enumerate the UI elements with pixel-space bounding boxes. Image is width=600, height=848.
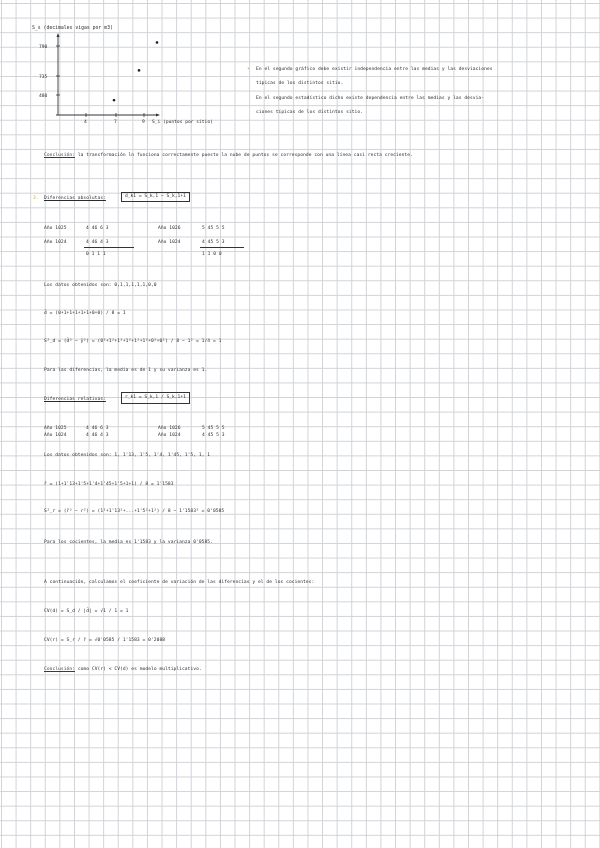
- table-row-values: 5 45 5 5: [202, 226, 225, 231]
- x-tick-label: 4: [84, 120, 87, 125]
- final-conclusion-label: Conclusión:: [44, 667, 75, 672]
- mean-formula: r̄ = (1+1'13+1'5+1'4+1'45+1'5+1+1) / 8 = 1'1583: [44, 482, 174, 487]
- x-tick-label: 7: [114, 120, 117, 125]
- variance-formula: S²_r = (r̄² − r²) = (1²+1'13²+...+1'5²+1²) / 8 − 1'1583² = 0'0585: [44, 509, 225, 514]
- cv-intro: A continuación, calculamos el coeficiente de variación de las diferencias y el de los cocientes:: [44, 580, 315, 585]
- table-row-values: 4 46 4 3: [86, 433, 109, 438]
- note-line: típicas de los distintos sitio.: [256, 81, 344, 86]
- table-row-values: 4 46 6 3: [86, 226, 109, 231]
- cv-formula: CV(d) = S_d / |d̄| = √1 / 1 = 1: [44, 609, 129, 614]
- conclusion-text: la transformación ln funciona correctamente puesto la nube de puntos se corresponde con una línea casi recta creciente.: [77, 153, 413, 158]
- y-tick-label: 480: [39, 94, 48, 99]
- table-row-values: 5 45 5 5: [202, 426, 225, 431]
- note-line: ciones típicas de los distintos sitio.: [256, 110, 363, 115]
- section-conclusion: Para las diferencias, la media es de 1 y su varianza es 1.: [44, 368, 208, 373]
- y-tick-label: 790: [39, 45, 48, 50]
- table-row-label: Año 1025: [44, 226, 67, 231]
- table-row-values: 4 46 6 3: [86, 426, 109, 431]
- data-line: Los datos obtenidos son: 0,1,1,1,1,1,0,0: [44, 283, 157, 288]
- table-row-label: Año 1024: [158, 433, 181, 438]
- scatter-point: [113, 99, 116, 102]
- table-row-values: 0 1 1 1: [86, 252, 106, 257]
- table-rule: [84, 247, 134, 248]
- table-row-values: 1 1 0 0: [202, 252, 222, 257]
- variance-formula: S²_d = (d̄² − ȳ²) = (0²+1²+1²+1²+1²+1²+0²+0²) / 8 − 1² = 1/4 = 1: [44, 339, 222, 344]
- y-axis-arrow: [57, 33, 60, 37]
- formula-box: r_k1 = S_k,1 / S_k,1+1: [121, 392, 190, 404]
- section-number: 3.: [33, 196, 39, 201]
- table-row-values: 4 45 5 3: [202, 240, 225, 245]
- scatter-plot: [30, 18, 230, 128]
- note-bullet: •: [247, 67, 250, 72]
- scatter-point: [156, 41, 159, 44]
- cv-formula: CV(r) = S_r / r̄ = √0'0585 / 1'1583 = 0'2088: [44, 638, 166, 643]
- conclusion-label: Conclusión:: [44, 153, 75, 158]
- mean-formula: d̄ = (0+1+1+1+1+1+0+0) / 8 = 1: [44, 311, 126, 316]
- table-row-label: Año 1025: [44, 426, 67, 431]
- scatter-ylabel: S_s (decimales vigas por m3): [32, 26, 113, 31]
- table-row-label: Año 1024: [44, 240, 67, 245]
- note-line: En el segundo estadístico dicho existe dependencia entre las medias y las desvia-: [256, 96, 485, 101]
- scatter-point: [138, 69, 141, 72]
- final-conclusion-text: como CV(r) < CV(d) es modelo multiplicativo.: [77, 667, 202, 672]
- note-line: En el segundo gráfico debe existir independencia entre las medias y las desviaciones: [256, 67, 493, 72]
- table-row-label: Año 1026: [158, 226, 181, 231]
- table-row-label: Año 1026: [158, 426, 181, 431]
- table-row-values: 4 45 5 3: [202, 433, 225, 438]
- conclusion-paragraph: [44, 153, 413, 158]
- table-row-label: Año 1024: [44, 433, 67, 438]
- formula-box: d_k1 = S_k,1 − S_k,1+1: [121, 192, 190, 202]
- section-title: Diferencias relativas:: [44, 397, 106, 402]
- scatter-xlabel: S_i (puntos por sitio): [152, 120, 213, 125]
- final-conclusion: [44, 667, 202, 672]
- x-axis-arrow: [156, 114, 160, 117]
- table-row-values: 4 46 4 3: [86, 240, 109, 245]
- section-conclusion: Para los cocientes, la media es 1'1583 y la varianza 0'0585.: [44, 540, 213, 545]
- data-line: Los datos obtenidos son: 1, 1'13, 1'5, 1'4, 1'45, 1'5, 1, 1: [44, 453, 211, 458]
- table-row-label: Año 1024: [158, 240, 181, 245]
- x-tick-label: 9: [142, 120, 145, 125]
- table-rule: [200, 247, 244, 248]
- section-title: Diferencias absolutas:: [44, 196, 106, 201]
- y-tick-label: 735: [39, 75, 48, 80]
